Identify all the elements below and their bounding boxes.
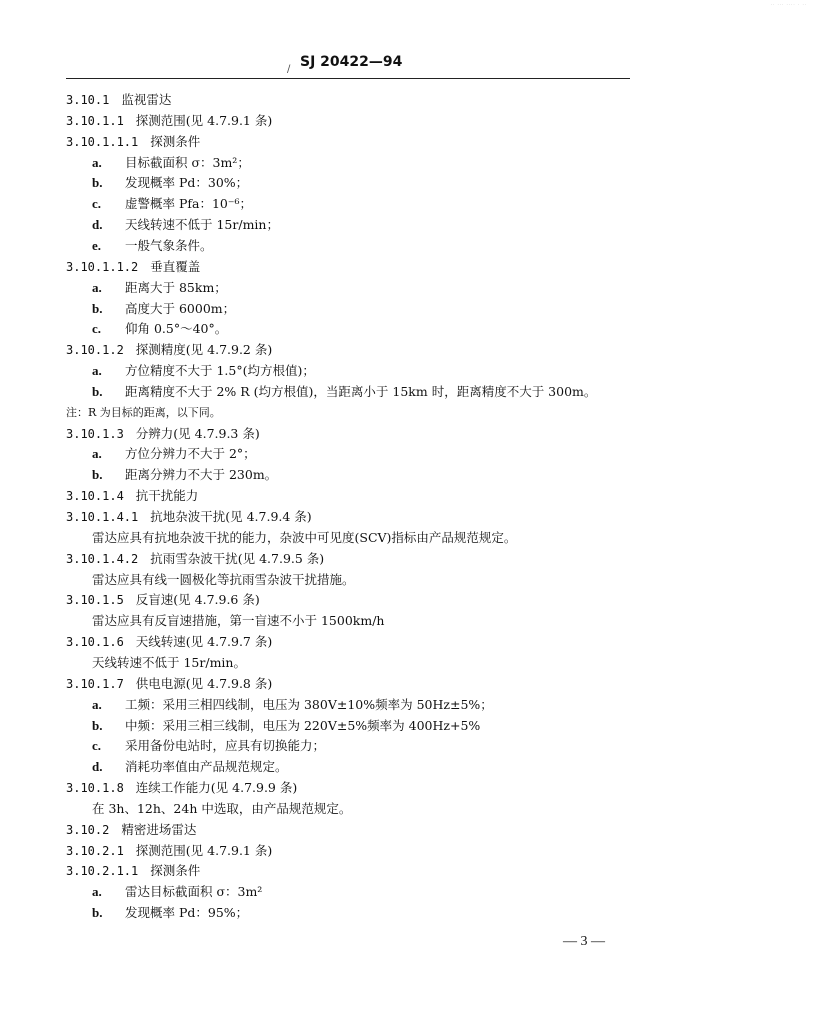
section-heading — [66, 425, 260, 443]
section-heading — [66, 779, 297, 797]
list-item-letter: b. — [92, 175, 103, 191]
list-item-letter: e. — [92, 237, 102, 253]
document-code-header: SJ 20422—94 — [300, 54, 403, 70]
section-number: 3.10.1.4.2 — [66, 551, 139, 566]
section-number: 3.10.1.1.2 — [66, 259, 139, 274]
list-item — [92, 174, 248, 192]
section-heading — [66, 341, 272, 359]
list-item-letter: b. — [92, 717, 103, 733]
list-item-letter: a. — [92, 154, 102, 170]
section-title: 供电电源(见 4.7.9.8 条) — [135, 675, 273, 691]
section-title: 探测范围(见 4.7.9.1 条) — [135, 842, 273, 858]
list-item — [92, 237, 213, 255]
list-item-text: 虚警概率 Pfa：10⁻⁶； — [125, 196, 252, 212]
section-heading — [66, 91, 171, 109]
list-item-text: 消耗功率值由产品规范规定。 — [125, 759, 288, 775]
section-number: 3.10.2 — [66, 822, 110, 837]
section-title: 垂直覆盖 — [150, 258, 201, 274]
list-item-text: 仰角 0.5°～40°。 — [125, 321, 228, 337]
section-number: 3.10.1.2 — [66, 343, 124, 358]
section-title: 抗地杂波干扰(见 4.7.9.4 条) — [150, 509, 312, 524]
list-item-letter: d. — [92, 759, 103, 775]
list-item-text: 工频：采用三相四线制，电压为 380V±10%频率为 50Hz±5%； — [125, 696, 493, 712]
section-title: 抗干扰能力 — [135, 488, 199, 504]
section-title: 探测条件 — [150, 133, 201, 149]
list-item-text: 目标截面积 σ：3m²； — [125, 154, 250, 170]
paragraph-text: 雷达应具有反盲速措施，第一盲速不小于 1500km/h — [92, 613, 385, 629]
paragraph-text: 在 3h、12h、24h 中选取，由产品规范规定。 — [92, 800, 352, 816]
section-heading — [66, 133, 200, 151]
header-tick-mark: / — [287, 64, 291, 75]
list-item-text: 天线转速不低于 15r/min； — [125, 217, 279, 233]
list-item-letter: a. — [92, 446, 102, 462]
list-item-letter: a. — [92, 884, 102, 900]
section-number: 3.10.1.4.1 — [66, 510, 139, 524]
list-item-letter: a. — [92, 696, 102, 712]
page-number: — 3 — — [563, 934, 605, 949]
section-heading — [66, 550, 324, 568]
section-title: 精密进场雷达 — [121, 821, 197, 837]
list-item-letter: b. — [92, 467, 103, 483]
list-item-text: 距离大于 85km； — [125, 279, 227, 295]
section-number: 3.10.2.1.1 — [66, 864, 139, 879]
list-item-text: 距离精度不大于 2% R (均方根值)，当距离小于 15km 时，距离精度不大于 300m。 — [125, 383, 597, 399]
list-item — [92, 696, 493, 714]
section-title: 探测范围(见 4.7.9.1 条) — [135, 112, 273, 128]
section-number: 3.10.1.3 — [66, 426, 124, 441]
list-item — [92, 154, 250, 172]
list-item-letter: c. — [92, 321, 102, 337]
section-heading — [66, 591, 260, 609]
section-heading — [66, 842, 272, 860]
list-item-text: 发现概率 Pd：30%； — [125, 175, 249, 191]
list-item-text: 一般气象条件。 — [125, 237, 213, 253]
section-title: 天线转速(见 4.7.9.7 条) — [135, 634, 273, 650]
section-number: 3.10.1.1 — [66, 113, 124, 128]
list-item-letter: d. — [92, 217, 103, 233]
list-item — [92, 717, 480, 735]
list-item — [92, 279, 227, 297]
list-item-letter: b. — [92, 383, 103, 399]
list-item — [92, 362, 315, 380]
list-item — [92, 758, 288, 776]
list-item-text: 发现概率 Pd：95%； — [125, 905, 249, 921]
section-number: 3.10.1.6 — [66, 635, 124, 650]
list-item — [92, 216, 279, 234]
list-item — [92, 904, 248, 922]
section-heading — [66, 508, 312, 526]
section-title: 抗雨雪杂波干扰(见 4.7.9.5 条) — [150, 550, 325, 566]
section-number: 3.10.1 — [66, 93, 110, 107]
list-item-text: 中频：采用三相三线制，电压为 220V±5%频率为 400Hz+5% — [125, 717, 481, 733]
section-number: 3.10.1.7 — [66, 676, 124, 691]
list-item — [92, 883, 262, 901]
list-item-letter: c. — [92, 738, 102, 754]
section-heading — [66, 821, 196, 839]
section-heading — [66, 487, 198, 505]
corner-scan-mark: ·· ··· ···· · ·· — [770, 2, 807, 7]
list-item-letter: c. — [92, 196, 102, 212]
section-number: 3.10.2.1 — [66, 843, 124, 858]
list-item — [92, 320, 227, 338]
list-item — [92, 445, 256, 463]
list-item-letter: b. — [92, 905, 103, 921]
list-item-text: 雷达目标截面积 σ：3m² — [125, 884, 263, 900]
section-heading — [66, 862, 200, 880]
list-item — [92, 300, 235, 318]
section-heading — [66, 675, 272, 693]
header-rule — [66, 78, 630, 79]
list-item-letter: a. — [92, 363, 102, 379]
section-title: 探测条件 — [150, 863, 201, 879]
paragraph-text: 雷达应具有线一圆极化等抗雨雪杂波干扰措施。 — [92, 571, 355, 587]
list-item-letter: b. — [92, 300, 103, 316]
list-item — [92, 737, 325, 755]
section-title: 连续工作能力(见 4.7.9.9 条) — [135, 780, 298, 796]
section-number: 3.10.1.4 — [66, 489, 124, 504]
list-item-text: 距离分辨力不大于 230m。 — [125, 467, 278, 483]
paragraph-text: 雷达应具有抗地杂波干扰的能力，杂波中可见度(SCV)指标由产品规范规定。 — [92, 529, 517, 545]
note-text: 注：R 为目标的距离，以下同。 — [66, 405, 221, 419]
section-number: 3.10.1.8 — [66, 781, 124, 796]
section-title: 监视雷达 — [121, 92, 172, 107]
section-heading — [66, 633, 272, 651]
section-heading — [66, 112, 272, 130]
section-number: 3.10.1.5 — [66, 593, 124, 608]
list-item — [92, 195, 252, 213]
section-title: 反盲速(见 4.7.9.6 条) — [135, 592, 260, 608]
section-title: 分辨力(见 4.7.9.3 条) — [135, 425, 260, 441]
section-number: 3.10.1.1.1 — [66, 134, 139, 149]
list-item — [92, 466, 277, 484]
list-item-text: 方位分辨力不大于 2°； — [125, 446, 256, 462]
section-heading — [66, 258, 200, 276]
list-item — [92, 383, 596, 401]
list-item-text: 方位精度不大于 1.5°(均方根值)； — [125, 363, 315, 379]
list-item-letter: a. — [92, 279, 102, 295]
list-item-text: 采用备份电站时，应具有切换能力； — [125, 738, 326, 754]
section-title: 探测精度(见 4.7.9.2 条) — [135, 342, 273, 358]
list-item-text: 高度大于 6000m； — [125, 300, 236, 316]
paragraph-text: 天线转速不低于 15r/min。 — [92, 654, 246, 670]
